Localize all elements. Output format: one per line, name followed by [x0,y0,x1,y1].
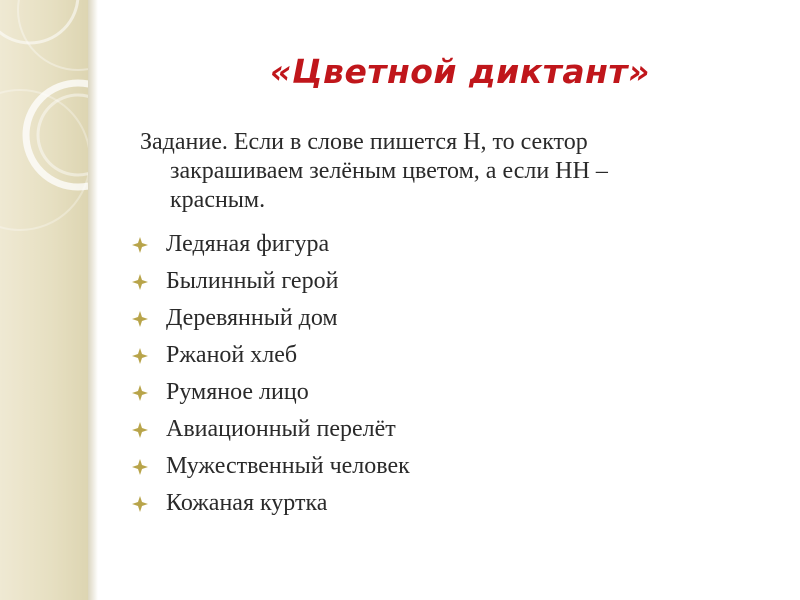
list-item-label: Ржаной хлеб [166,342,298,368]
list-item-label: Деревянный дом [166,305,338,331]
list-item [132,411,410,448]
diamond-bullet-icon [132,459,166,475]
task-line: Задание. Если в слове пишется Н, то сектор [140,129,588,155]
phrase-list [132,226,410,522]
list-item-label: Ледяная фигура [166,231,330,257]
list-item [132,485,410,522]
list-item-label: Былинный герой [166,268,339,294]
list-item [132,374,410,411]
task-line: красным. [170,187,266,213]
task-line: закрашиваем зелёным цветом, а если НН – [170,158,608,184]
diamond-bullet-icon [132,496,166,512]
list-item-label: Мужественный человек [166,453,410,479]
diamond-bullet-icon [132,422,166,438]
list-item-label: Кожаная куртка [166,490,328,516]
list-item-label: Авиационный перелёт [166,416,396,442]
diamond-bullet-icon [132,311,166,327]
list-item [132,226,410,263]
list-item [132,337,410,374]
diamond-bullet-icon [132,348,166,364]
task-text [140,128,760,215]
diamond-bullet-icon [132,237,166,253]
list-item [132,300,410,337]
list-item [132,263,410,300]
list-item-label: Румяное лицо [166,379,309,405]
list-item [132,448,410,485]
diamond-bullet-icon [132,385,166,401]
slide-title: «Цветной диктант» [270,52,650,91]
diamond-bullet-icon [132,274,166,290]
